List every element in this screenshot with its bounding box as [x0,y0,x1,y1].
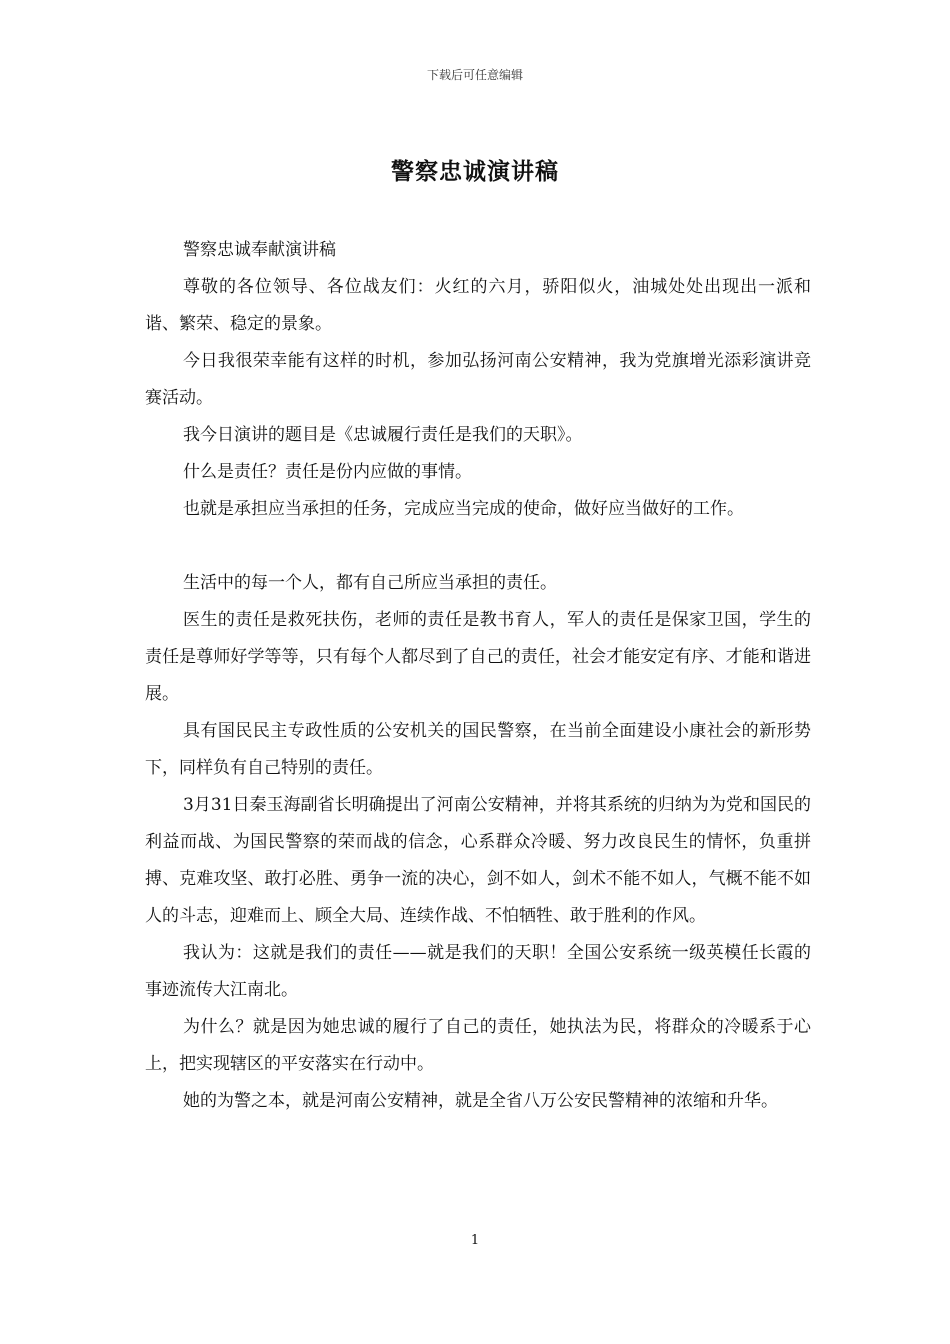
paragraph: 生活中的每一个人，都有自己所应当承担的责任。 [183,573,557,593]
header-note: 下载后可任意编辑 [426,68,523,82]
paragraph: 尊敬的各位领导、各位战友们：火红的六月，骄阳似火，油城处处出现出一派和谐、繁荣、稳定的景象。 [145,277,811,334]
paragraph: 也就是承担应当承担的任务，完成应当完成的使命，做好应当做好的工作。 [183,499,744,519]
page-number: 1 [470,1233,480,1248]
paragraph: 我今日演讲的题目是《忠诚履行责任是我们的天职》。 [183,425,583,445]
paragraph: 我认为：这就是我们的责任——就是我们的天职！全国公安系统一级英模任长霞的事迹流传大江南北。 [145,943,811,1000]
document-title: 警察忠诚演讲稿 [391,159,559,185]
paragraph: 医生的责任是救死扶伤，老师的责任是教书育人，军人的责任是保家卫国，学生的责任是尊师好学等等，只有每个人都尽到了自己的责任，社会才能安定有序、才能和谐进展。 [145,610,811,704]
paragraph: 3月31日秦玉海副省长明确提出了河南公安精神，并将其系统的归纳为为党和国民的利益而战、为国民警察的荣而战的信念，心系群众冷暖、努力改良民生的情怀，负重拼搏、克难攻坚、敢打必胜、勇争一流的决心，剑不如人，剑术不能不如人，气概不能不如人的斗志，迎难而上、顾全大局、连续作战、不怕牺牲、敢于胜利的作风。 [145,795,811,926]
paragraph: 警察忠诚奉献演讲稿 [183,240,336,260]
paragraph: 为什么？就是因为她忠诚的履行了自己的责任，她执法为民，将群众的冷暖系于心上，把实现辖区的平安落实在行动中。 [145,1017,811,1074]
paragraph: 今日我很荣幸能有这样的时机，参加弘扬河南公安精神，我为党旗增光添彩演讲竞赛活动。 [145,351,811,408]
paragraph: 她的为警之本，就是河南公安精神，就是全省八万公安民警精神的浓缩和升华。 [183,1091,778,1111]
paragraph: 具有国民民主专政性质的公安机关的国民警察，在当前全面建设小康社会的新形势下，同样负有自己特别的责任。 [145,721,811,778]
paragraph: 什么是责任？责任是份内应做的事情。 [183,462,472,482]
document-body [145,232,811,1120]
